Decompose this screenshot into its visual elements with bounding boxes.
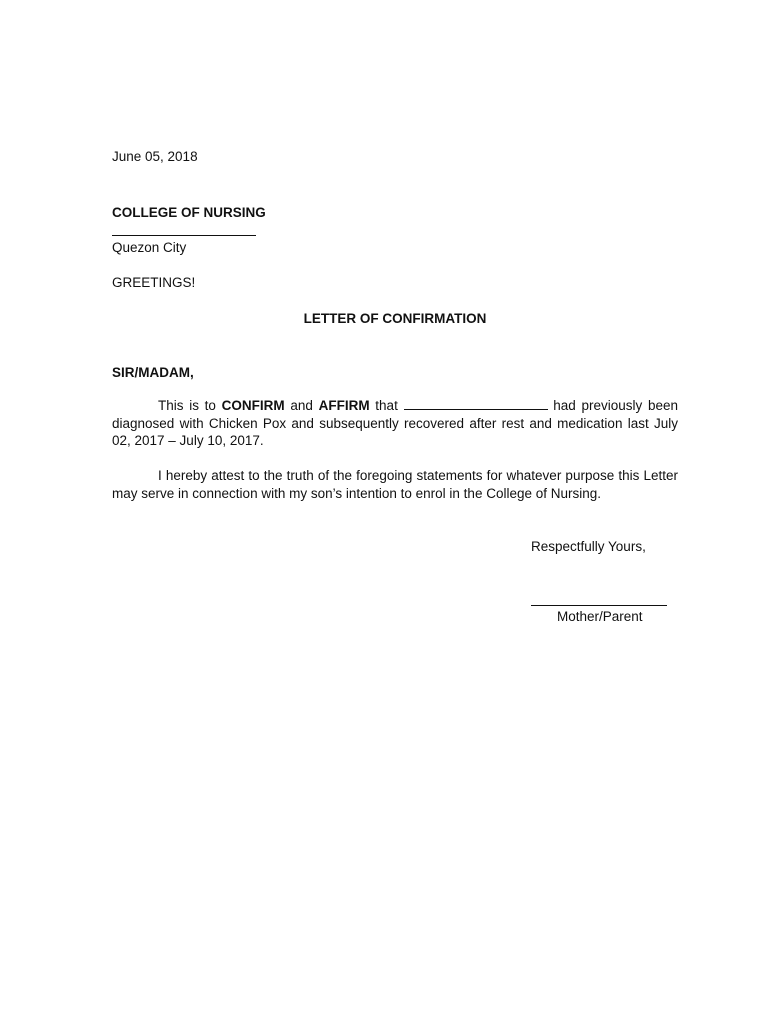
confirm-keyword: CONFIRM <box>221 398 285 413</box>
letter-heading: LETTER OF CONFIRMATION <box>303 311 487 326</box>
recipient-underline <box>112 235 256 236</box>
signature-line <box>531 605 667 606</box>
salutation: SIR/MADAM, <box>112 365 194 380</box>
signer-label: Mother/Parent <box>557 609 643 624</box>
closing: Respectfully Yours, <box>531 539 646 554</box>
letter-date: June 05, 2018 <box>112 149 198 164</box>
paragraph1-text-4: had previously been diagnosed with Chicken Pox and subsequently recovered after rest and medication last July 02, 2017 – July 10, 2017. <box>112 398 678 448</box>
paragraph1-text-3: that <box>369 398 404 413</box>
paragraph2-text: I hereby attest to the truth of the foregoing statements for whatever purpose this Letter may serve in connection with my son’s intention to enrol in the College of Nursing. <box>112 468 678 501</box>
paragraph1-text-2: and <box>284 398 319 413</box>
greeting: GREETINGS! <box>112 275 196 290</box>
paragraph1-text-1: This is to <box>158 398 222 413</box>
body-paragraph-1 <box>112 397 678 450</box>
name-blank-line <box>404 397 548 410</box>
affirm-keyword: AFFIRM <box>318 398 370 413</box>
recipient-city: Quezon City <box>112 240 187 255</box>
body-paragraph-2 <box>112 467 678 502</box>
recipient-name: COLLEGE OF NURSING <box>112 205 266 220</box>
